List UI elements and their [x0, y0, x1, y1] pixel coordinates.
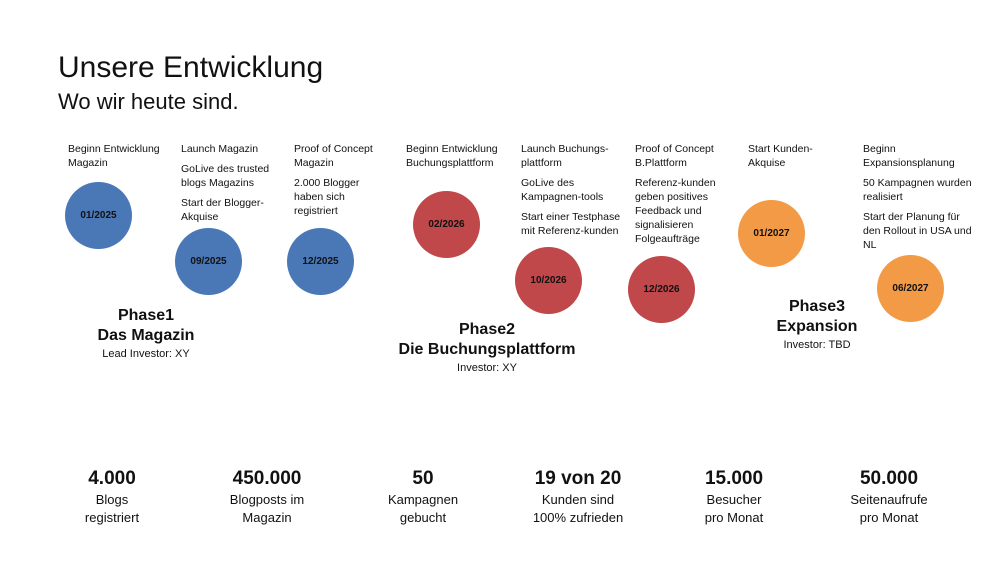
- phase-title: Phase3: [788, 298, 846, 315]
- stat-label: Blogposts im Magazin: [229, 492, 305, 525]
- stat-kunden: [508, 467, 648, 527]
- milestone-note: 50 Kampagnen wurden realisiert: [863, 177, 972, 203]
- milestone-heading: Proof of Concept B.Plattform: [635, 143, 714, 169]
- stat-value: 15.000: [704, 468, 764, 489]
- milestone-6-text: [635, 142, 745, 252]
- stat-kampagnen: [353, 467, 493, 527]
- milestone-1-text: [68, 142, 178, 176]
- milestone-date: 09/2025: [190, 256, 227, 267]
- milestone-date: 12/2025: [302, 256, 339, 267]
- phase-name: Die Buchungsplattform: [398, 341, 576, 358]
- stat-blogs: [42, 467, 182, 527]
- milestone-3-text: [294, 142, 404, 224]
- milestone-5-circle: [515, 247, 582, 314]
- milestone-heading: Beginn Entwicklung Magazin: [68, 143, 160, 169]
- milestone-date: 10/2026: [530, 275, 567, 286]
- phase-3: [747, 297, 887, 353]
- milestone-date: 02/2026: [428, 219, 465, 230]
- milestone-note: GoLive des trusted blogs Magazins: [181, 163, 270, 189]
- milestone-2-text: [181, 142, 291, 230]
- milestone-2-circle: [175, 228, 242, 295]
- milestone-4-text: [406, 142, 516, 176]
- stat-label: Kampagnen gebucht: [387, 492, 459, 525]
- milestone-note: 2.000 Blogger haben sich registriert: [294, 177, 360, 217]
- milestone-8-circle: [877, 255, 944, 322]
- phase-investor: Investor: TBD: [783, 339, 851, 351]
- stat-value: 50.000: [859, 468, 919, 489]
- milestone-7-text: [748, 142, 858, 176]
- milestone-note: Start der Planung für den Rollout in USA und NL: [863, 211, 972, 251]
- milestone-heading: Beginn Expansionsplanung: [863, 143, 955, 169]
- milestone-heading: Beginn Entwicklung Buchungsplattform: [406, 143, 498, 169]
- phase-title: Phase2: [458, 321, 516, 338]
- milestone-date: 01/2025: [80, 210, 117, 221]
- milestone-note: Referenz-kunden geben positives Feedback und signalisieren Folgeaufträge: [635, 177, 716, 245]
- milestone-3-circle: [287, 228, 354, 295]
- milestone-8-text: [863, 142, 983, 258]
- stat-label: Seitenaufrufe pro Monat: [850, 492, 928, 525]
- stat-label: Blogs registriert: [84, 492, 140, 525]
- page-title: Unsere Entwicklung: [58, 51, 324, 84]
- milestone-4-circle: [413, 191, 480, 258]
- phase-investor: Investor: XY: [457, 362, 517, 374]
- phase-1: [66, 306, 226, 362]
- milestone-5-text: [521, 142, 636, 244]
- stat-value: 450.000: [232, 468, 302, 489]
- stat-blogposts: [197, 467, 337, 527]
- milestone-heading: Start Kunden- Akquise: [748, 143, 813, 169]
- milestone-heading: Proof of Concept Magazin: [294, 143, 373, 169]
- milestone-heading: Launch Magazin: [181, 143, 259, 155]
- stat-value: 19 von 20: [534, 468, 622, 489]
- phase-name: Das Magazin: [97, 327, 195, 344]
- phase-investor: Lead Investor: XY: [102, 348, 190, 360]
- stat-value: 4.000: [88, 468, 136, 489]
- stat-label: Kunden sind 100% zufrieden: [532, 492, 624, 525]
- page-subtitle: Wo wir heute sind.: [58, 89, 239, 114]
- phase-title: Phase1: [117, 307, 175, 324]
- phase-2: [377, 320, 597, 376]
- milestone-note: Start der Blogger- Akquise: [181, 197, 264, 223]
- milestone-note: GoLive des Kampagnen-tools: [521, 177, 604, 203]
- milestone-6-circle: [628, 256, 695, 323]
- milestone-1-circle: [65, 182, 132, 249]
- stat-label: Besucher pro Monat: [704, 492, 764, 525]
- stat-value: 50: [412, 468, 434, 489]
- milestone-date: 06/2027: [892, 283, 929, 294]
- milestone-date: 12/2026: [643, 284, 680, 295]
- milestone-note: Start einer Testphase mit Referenz-kunden: [521, 211, 621, 237]
- phase-name: Expansion: [776, 318, 858, 335]
- stat-besucher: [664, 467, 804, 527]
- milestone-7-circle: [738, 200, 805, 267]
- milestone-date: 01/2027: [753, 228, 790, 239]
- milestone-heading: Launch Buchungs- plattform: [521, 143, 609, 169]
- stat-seitenaufrufe: [819, 467, 959, 527]
